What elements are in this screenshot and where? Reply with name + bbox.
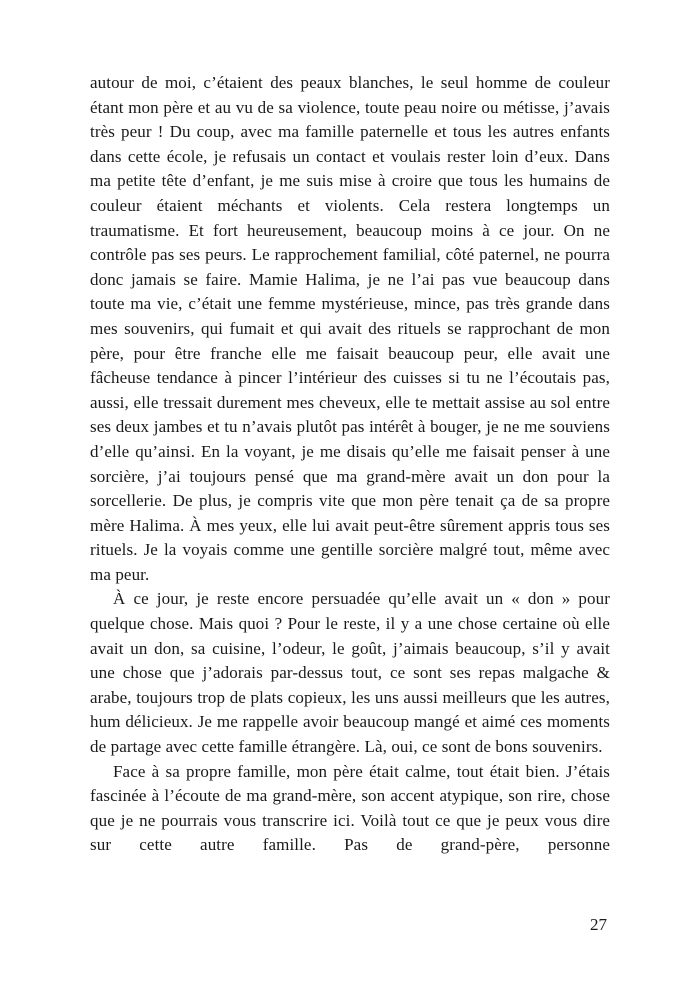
paragraph-continuation: autour de moi, c’étaient des peaux blanches, le seul homme de couleur étant mon père et au vu de sa violence, toute peau noire ou métisse, j’avais très peur ! Du coup, avec ma famille paternelle et tous les autres enfants dans cette école, je refusais un contact et voulais rester loin d’eux. Dans ma petite tête d’enfant, je me suis mise à croire que tous les humains de couleur étaient méchants et violents. Cela restera longtemps un traumatisme. Et fort heureusement, beaucoup moins à ce jour. On ne contrôle pas ses peurs. Le rapprochement familial, côté paternel, ne pourra donc jamais se faire. Mamie Halima, je ne l’ai pas vue beaucoup dans toute ma vie, c’était une femme mystérieuse, mince, pas très grande dans mes souvenirs, qui fumait et qui avait des rituels se rapprochant de mon père, pour être franche elle me faisait beaucoup peur, elle avait une fâcheuse tendance à pincer l’intérieur des cuisses si tu ne l’écoutais pas, aussi, elle tressait durement mes cheveux, elle te mettait assise au sol entre ses deux jambes et tu n’avais plutôt pas intérêt à bouger, je ne me souviens d’elle qu’ainsi. En la voyant, je me disais qu’elle me faisait penser à une sorcière, j’ai toujours pensé que ma grand-mère avait un don pour la sorcellerie. De plus, je compris vite que mon père tenait ça de sa propre mère Halima. À mes yeux, elle lui avait peut-être sûrement appris tous ses rituels. Je la voyais comme une gentille sorcière malgré tout, même avec ma peur. [90,73,610,584]
paragraph-autre-famille: Face à sa propre famille, mon père était calme, tout était bien. J’étais fascinée à l’écoute de ma grand-mère, son accent atypique, son rire, chose que je ne pourrais vous transcrire ici. Voilà tout ce que je peux vous dire sur cette autre famille. Pas de grand-père, personne [90,761,610,855]
page-text-block [90,71,610,858]
page-number: 27 [590,915,607,934]
paragraph-le-don: À ce jour, je reste encore persuadée qu’elle avait un « don » pour quelque chose. Mais quoi ? Pour le reste, il y a une chose certaine où elle avait un don, sa cuisine, l’odeur, le goût, j’aimais beaucoup, s’il y avait une chose que j’adorais par-dessus tout, ce sont ses repas malgache & arabe, toujours trop de plats copieux, les uns aussi meilleurs que les autres, hum délicieux. Je me rappelle avoir beaucoup mangé et aimé ces moments de partage avec cette famille étrangère. Là, oui, ce sont de bons souvenirs. [90,589,610,757]
